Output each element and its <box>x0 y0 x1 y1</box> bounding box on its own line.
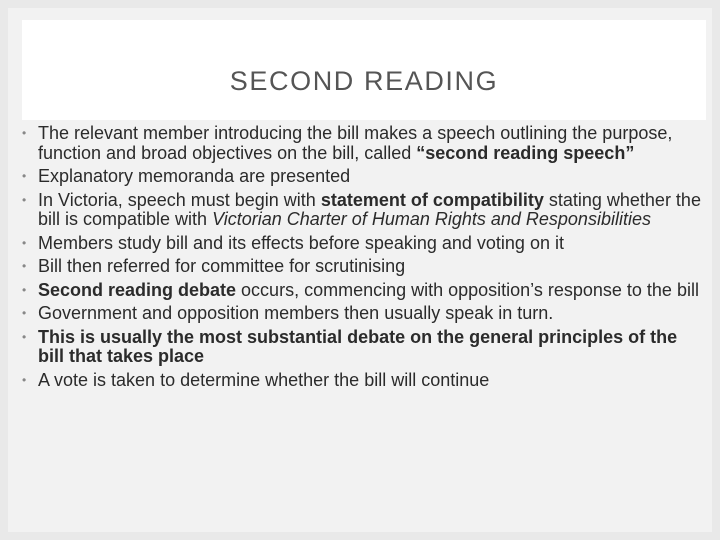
bullet-text: Bill then referred for committee for scrutinising <box>38 256 406 276</box>
bullet-item <box>18 328 708 367</box>
bullet-icon: • <box>22 372 27 387</box>
bullet-icon: • <box>22 192 27 207</box>
bullet-text: occurs, commencing with opposition’s response to the bill <box>236 279 699 300</box>
bullet-icon: • <box>22 235 27 250</box>
bullet-bold-text: statement of compatibility <box>320 189 544 210</box>
bullet-icon: • <box>22 329 27 344</box>
bullet-item <box>18 281 708 301</box>
bullet-text: stating whether the bill is compatible with <box>38 189 701 229</box>
bullet-item <box>18 124 708 163</box>
bullet-item <box>18 234 708 254</box>
bullet-text: Members study bill and its effects before speaking and voting on it <box>38 232 564 253</box>
bullet-bold-text: This is usually the most substantial debate on the general principles of the bill that takes place <box>38 326 678 366</box>
slide-title: SECOND READING <box>229 66 499 96</box>
bullet-text: In Victoria, speech must begin with <box>38 189 321 210</box>
bullet-icon: • <box>22 259 27 273</box>
bullet-text: A vote is taken to determine whether the bill will continue <box>38 369 490 390</box>
bullet-icon: • <box>22 282 27 297</box>
bullet-item <box>18 167 708 187</box>
bullet-icon: • <box>22 306 27 320</box>
title-box <box>22 20 706 120</box>
bullet-item <box>18 304 708 324</box>
bullet-item <box>18 257 708 277</box>
bullet-item <box>18 371 708 391</box>
bullet-italic-text: Victorian Charter of Human Rights and Responsibilities <box>212 209 651 229</box>
slide <box>8 8 712 532</box>
bullet-item <box>18 191 708 230</box>
bullet-text: Explanatory memoranda are presented <box>38 166 351 186</box>
bullet-text: Government and opposition members then usually speak in turn. <box>38 303 554 323</box>
bullet-icon: • <box>22 126 27 140</box>
bullet-text: The relevant member introducing the bill makes a speech outlining the purpose, function and broad objectives on the bill, called <box>38 123 673 163</box>
bullet-list <box>18 124 708 394</box>
bullet-bold-text: “second reading speech” <box>416 142 635 163</box>
bullet-icon: • <box>22 169 27 183</box>
bullet-bold-text: Second reading debate <box>38 279 237 300</box>
